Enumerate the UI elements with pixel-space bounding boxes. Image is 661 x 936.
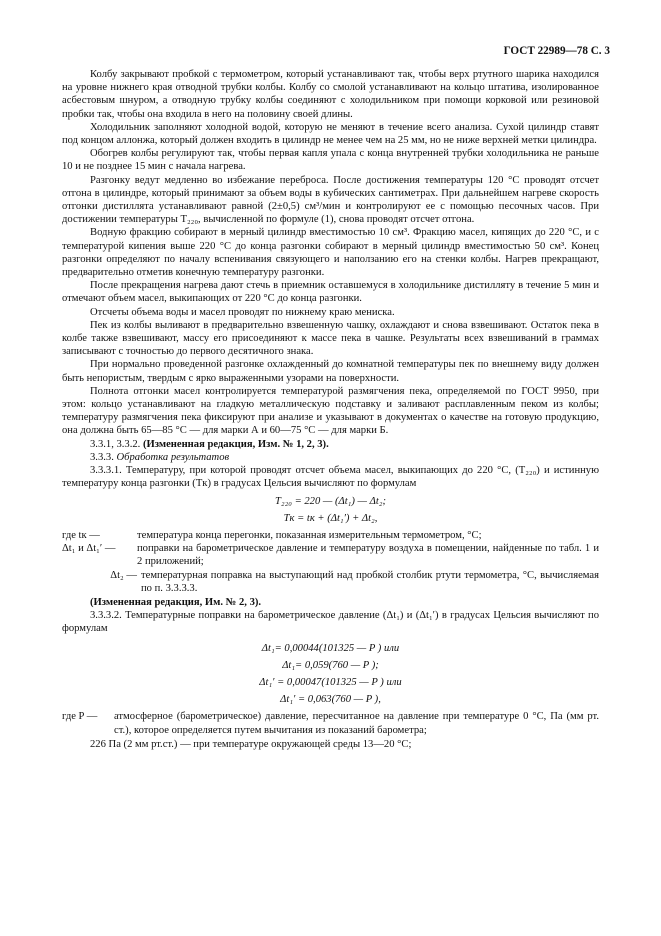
paragraph: Разгонку ведут медленно во избежание переброса. После достижения температуры 120 °С проводят отсчет отгона в цилиндре, который принимают за объем воды в кубических сантиметрах. При дальнейшем нагреве скорость отгонки дистиллята устанавливают равной (2±0,5) см³/мин и контролируют ее с помощью песочных часов. При достижении температуры T₂₂₀, вычисленной по формуле (1), снова проводят отсчет отгона. bbox=[62, 174, 599, 226]
definition-text: температура конца перегонки, показанная измерительным термометром, °С; bbox=[137, 529, 482, 541]
paragraph: При нормально проведенной разгонке охлажденный до комнатной температуры пек по внешнему виду должен быть непористым, твердым с ярко выраженными узорами на поверхности. bbox=[62, 359, 599, 384]
formula-t220: T₂₂₀ = 220 — (Δt₁) — Δt₂; bbox=[275, 495, 386, 507]
paragraph: Колбу закрывают пробкой с термометром, который устанавливают так, чтобы верх ртутного шарика находился на уровне нижнего края отводной трубки колбы. Колбу со смолой устанавливают на кольцо штатива, изолированное асбестовым шнуром, а отводную трубку колбы соединяют с холодильником при помощи корковой или резиновой пробки так, чтобы она входила в него на половину своей длины. bbox=[62, 69, 599, 120]
definition-symbol: Δt₂ — bbox=[110, 569, 137, 581]
formula-dt1-mmhg: Δt₁= 0,059(760 — P ); bbox=[282, 659, 379, 671]
paragraph: Полнота отгонки масел контролируется температурой размягчения пека, определяемой по ГОСТ 9950, при этом: кольцо устанавливают на гладкую металлическую подставку и заливают расплавленным пеком из колбы; температуру размягчения пека фиксируют при анализе и указывают в документах о качестве на готовую продукцию, она должна быть 65—85 °С — для марки А и 60—75 °С — для марки Б. bbox=[62, 385, 599, 437]
paragraph: После прекращения нагрева дают стечь в приемник оставшемуся в холодильнике дистилляту в течение 5 мин и отмечают объем масел, выкипающих от 220 °С до конца разгонки. bbox=[62, 280, 599, 305]
formula-dt1-pa: Δt₁= 0,00044(101325 — P ) или bbox=[261, 642, 400, 654]
definition-row bbox=[62, 542, 599, 568]
formula-tk: Tк = tк + (Δt₁′) + Δt₂, bbox=[283, 512, 378, 524]
section-number: 3.3.3. bbox=[90, 451, 114, 463]
paragraph: 226 Па (2 мм рт.ст.) — при температуре окружающей среды 13—20 °С; bbox=[90, 738, 412, 750]
page-header: ГОСТ 22989—78 С. 3 bbox=[503, 45, 610, 57]
definition-symbol: где tк — bbox=[62, 529, 100, 541]
definition-text: атмосферное (барометрическое) давление, пересчитанное на давление при температуре 0 °С, Па (мм рт. ст.), которое определяется путем вычитания из показаний барометра; bbox=[114, 711, 599, 736]
paragraph: Водную фракцию собирают в мерный цилиндр вместимостью 10 см³. Фракцию масел, кипящих до 220 °С, и с температурой кипения выше 220 °С до конца разгонки собирают в мерный цилиндр вместимостью 50 см³. Конец разгонки определяют по началу вспенивания связующего и наползанию его на стенки колбы. Нагрев прекращают, предварительно отметив конечную температуру разгонки. bbox=[62, 227, 599, 279]
revision-note: (Измененная редакция, Им. № 2, 3). bbox=[90, 596, 262, 608]
definition-text: температурная поправка на выступающий над пробкой столбик ртути термометра, °С, вычисляемая по п. 3.3.3.3. bbox=[141, 569, 599, 594]
definition-row bbox=[62, 529, 599, 542]
definitions-list bbox=[62, 710, 599, 736]
formula-dt1prime-pa: Δt₁′ = 0,00047(101325 — P ) или bbox=[259, 676, 402, 688]
definition-row bbox=[62, 710, 599, 736]
paragraph: 3.3.3.2. Температурные поправки на барометрическое давление (Δt₁) и (Δt₁′) в градусах Цельсия вычисляют по формулам bbox=[62, 610, 599, 635]
revision-label: (Измененная редакция, Изм. № 1, 2, 3). bbox=[142, 438, 329, 450]
definitions-list bbox=[62, 529, 599, 595]
paragraph: Отсчеты объема воды и масел проводят по нижнему краю мениска. bbox=[90, 306, 395, 318]
definition-symbol: где P — bbox=[62, 711, 98, 723]
section-heading bbox=[62, 451, 599, 464]
section-number: 3.3.1, 3.3.2. bbox=[90, 438, 141, 450]
definition-symbol: Δt₁ и Δt₁′ — bbox=[62, 543, 116, 555]
definition-row bbox=[62, 569, 599, 595]
document-body bbox=[62, 68, 599, 751]
paragraph: 3.3.3.1. Температуру, при которой проводят отсчет объема масел, выкипающих до 220 °С, (T₂₂₀) и истинную температуру конца разгонки (Tк) в градусах Цельсия вычисляют по формулам bbox=[62, 465, 599, 490]
revision-note bbox=[62, 438, 599, 451]
paragraph: Пек из колбы выливают в предварительно взвешенную чашку, охлаждают и снова взвешивают. Остаток пека в колбе также взвешивают, массу его присоединяют к массе пека в чашке. Результаты всех взвешиваний в граммах записывают с точностью до первого десятичного знака. bbox=[62, 319, 599, 358]
formula-dt1prime-mmhg: Δt₁′ = 0,063(760 — P ), bbox=[280, 694, 381, 706]
definition-text: поправки на барометрическое давление и температуру воздуха в помещении, найденные по табл. 1 и 2 приложений; bbox=[137, 543, 599, 568]
section-title: Обработка результатов bbox=[116, 451, 230, 463]
paragraph: Обогрев колбы регулируют так, чтобы первая капля упала с конца внутренней трубки холодильника не раньше 10 и не позднее 15 мин с начала нагрева. bbox=[62, 148, 599, 173]
paragraph: Холодильник заполняют холодной водой, которую не меняют в течение всего анализа. Сухой цилиндр ставят под концом аллонжа, который должен входить в цилиндр не менее чем на 25 мм, но не ниже верхней метки цилиндра. bbox=[62, 121, 599, 147]
